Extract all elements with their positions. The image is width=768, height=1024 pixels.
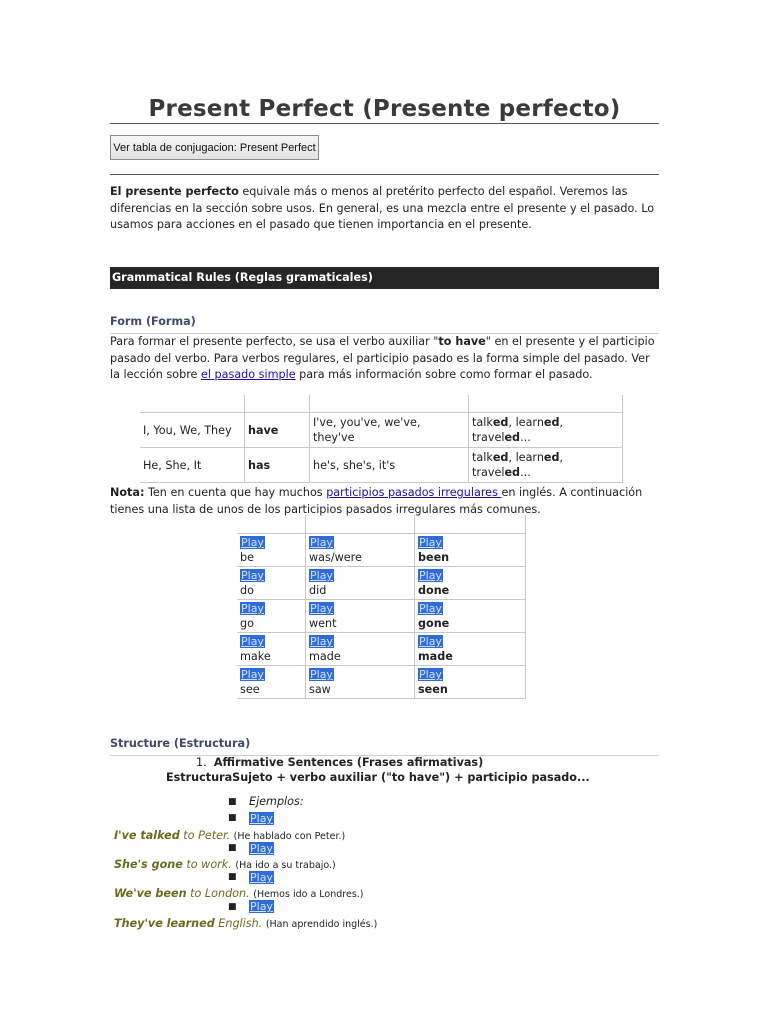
list-number: 1. — [196, 756, 207, 769]
intro-text: equivale más o menos al pretérito perfecto del español. Veremos las diferencias en la sección sobre usos. En general, es una mezcla entre el presente y el pasado. Lo usamos para acciones en el pasado que tienen importancia en el presente. — [110, 185, 655, 231]
example-rest: English. — [214, 917, 263, 930]
past-cell — [306, 600, 415, 633]
aux-cell: has — [245, 448, 310, 483]
play-button[interactable]: Play — [310, 635, 333, 648]
table-row — [140, 448, 623, 483]
subject-cell: I, You, We, They — [140, 413, 245, 448]
play-button[interactable]: Play — [310, 569, 333, 582]
base-cell — [237, 633, 306, 666]
play-button[interactable]: Play — [419, 602, 442, 615]
contraction-cell: I've, you've, we've, they've — [310, 413, 469, 448]
example-rest: to work. — [182, 858, 232, 871]
play-button[interactable]: Play — [241, 668, 264, 681]
participle-form: gone — [418, 617, 450, 630]
aux-cell: have — [245, 413, 310, 448]
base-form: do — [240, 584, 254, 597]
participle-form: seen — [418, 683, 448, 696]
note-paragraph — [110, 485, 659, 518]
past-cell — [306, 567, 415, 600]
ex-stem: travel — [472, 431, 505, 444]
example-sentence — [114, 917, 377, 930]
form-paragraph — [110, 334, 659, 384]
past-form: was/were — [309, 551, 362, 564]
past-form: did — [309, 584, 327, 597]
form-bold-to-have: to have — [438, 335, 486, 348]
play-wrap — [249, 842, 274, 855]
play-button[interactable]: Play — [419, 569, 442, 582]
play-button[interactable]: Play — [250, 871, 273, 884]
bullet-icon: ■ — [228, 843, 237, 853]
ex-ending: ed — [504, 431, 521, 444]
bullet-icon: ■ — [228, 813, 237, 823]
example-verb: I've talked — [114, 829, 180, 842]
table-row — [237, 600, 526, 633]
bullet-icon: ■ — [228, 797, 237, 807]
ex-stem: talk — [472, 451, 493, 464]
structure-formula: EstructuraSujeto + verbo auxiliar ("to have") + participio pasado... — [166, 771, 590, 784]
section-bar-grammatical-rules: Grammatical Rules (Reglas gramaticales) — [110, 267, 659, 289]
example-verb: We've been — [114, 887, 187, 900]
example-rest: to London. — [186, 887, 250, 900]
ex-ending: ed — [492, 451, 509, 464]
example-verb: She's gone — [114, 858, 183, 871]
past-cell — [306, 534, 415, 567]
pasado-simple-link[interactable]: el pasado simple — [200, 368, 296, 381]
intro-paragraph — [110, 184, 659, 234]
base-cell — [237, 666, 306, 699]
past-form: made — [309, 650, 341, 663]
base-cell — [237, 600, 306, 633]
past-cell — [306, 633, 415, 666]
play-button[interactable]: Play — [419, 668, 442, 681]
table-row — [237, 534, 526, 567]
play-wrap — [249, 871, 274, 884]
base-cell — [237, 567, 306, 600]
example-translation: (He hablado con Peter.) — [233, 831, 346, 842]
play-wrap — [249, 812, 274, 825]
ex-stem: learn — [515, 451, 544, 464]
base-form: be — [240, 551, 254, 564]
affirmative-title: Affirmative Sentences (Frases afirmativas) — [213, 756, 484, 769]
affirmative-item — [196, 756, 483, 769]
example-translation: (Hemos ido a Londres.) — [253, 889, 364, 900]
structure-heading: Structure (Estructura) — [110, 737, 251, 750]
form-text: para más información sobre como formar el pasado. — [295, 368, 593, 381]
ex-ending: ed — [543, 451, 560, 464]
ex-ending: ed — [543, 416, 560, 429]
table-row — [140, 413, 623, 448]
form-table — [140, 395, 623, 483]
examples-label: Ejemplos: — [249, 795, 304, 808]
form-text: Para formar el presente perfecto, se usa el verbo auxiliar " — [110, 335, 439, 348]
ex-stem: talk — [472, 416, 493, 429]
participle-form: made — [418, 650, 453, 663]
irregular-verbs-table — [237, 515, 526, 699]
example-sentence — [114, 858, 336, 871]
play-button[interactable]: Play — [310, 602, 333, 615]
participle-cell — [415, 666, 526, 699]
participle-form: been — [418, 551, 450, 564]
table-row — [237, 633, 526, 666]
example-cell: talked, learned, traveled... — [469, 448, 623, 483]
example-rest: to Peter. — [179, 829, 231, 842]
contraction-cell: he's, she's, it's — [310, 448, 469, 483]
note-text: en inglés. A continuación tienes una lista de unos de los participios pasados irregulares más comunes. — [110, 486, 643, 516]
intro-bold: El presente perfecto — [110, 185, 239, 198]
play-button[interactable]: Play — [250, 842, 273, 855]
past-form: saw — [309, 683, 331, 696]
conjugation-table-button[interactable]: Ver tabla de conjugacion: Present Perfect — [110, 135, 319, 160]
participle-form: done — [418, 584, 450, 597]
play-button[interactable]: Play — [419, 635, 442, 648]
base-form: go — [240, 617, 254, 630]
form-heading: Form (Forma) — [110, 315, 196, 328]
bullet-icon: ■ — [228, 902, 237, 912]
example-sentence — [114, 829, 345, 842]
page-title: Present Perfect (Presente perfecto) — [148, 96, 621, 122]
participle-cell — [415, 534, 526, 567]
participle-cell — [415, 600, 526, 633]
title-underline — [110, 123, 659, 124]
ex-stem: travel — [472, 466, 505, 479]
participle-cell — [415, 633, 526, 666]
form-text: " en el presente y el participio pasado del verbo. Para verbos regulares, el participio pasado es la forma simple del pasado. Ver la lección sobre — [110, 335, 655, 381]
ex-stem: learn — [515, 416, 544, 429]
ex-ending: ed — [492, 416, 509, 429]
table-row — [237, 666, 526, 699]
note-text: Ten en cuenta que hay muchos — [144, 486, 327, 499]
play-button[interactable]: Play — [241, 536, 264, 549]
example-verb: They've learned — [114, 917, 215, 930]
play-button[interactable]: Play — [241, 602, 264, 615]
example-translation: (Han aprendido inglés.) — [265, 919, 378, 930]
irregular-participles-link[interactable]: participios pasados irregulares — [326, 486, 502, 499]
note-label: Nota: — [110, 486, 145, 499]
play-wrap — [249, 900, 274, 913]
example-sentence — [114, 887, 364, 900]
play-button[interactable]: Play — [241, 635, 264, 648]
base-form: see — [240, 683, 260, 696]
example-cell: talked, learned, traveled... — [469, 413, 623, 448]
base-cell — [237, 534, 306, 567]
play-button[interactable]: Play — [250, 900, 273, 913]
play-button[interactable]: Play — [250, 812, 273, 825]
play-button[interactable]: Play — [310, 668, 333, 681]
participle-cell — [415, 567, 526, 600]
play-button[interactable]: Play — [241, 569, 264, 582]
past-cell — [306, 666, 415, 699]
divider — [110, 174, 659, 175]
subject-cell: He, She, It — [140, 448, 245, 483]
play-button[interactable]: Play — [419, 536, 442, 549]
bullet-icon: ■ — [228, 872, 237, 882]
past-form: went — [309, 617, 337, 630]
table-row — [237, 567, 526, 600]
ex-ending: ed — [504, 466, 521, 479]
play-button[interactable]: Play — [310, 536, 333, 549]
example-translation: (Ha ido a su trabajo.) — [235, 860, 336, 871]
base-form: make — [240, 650, 271, 663]
